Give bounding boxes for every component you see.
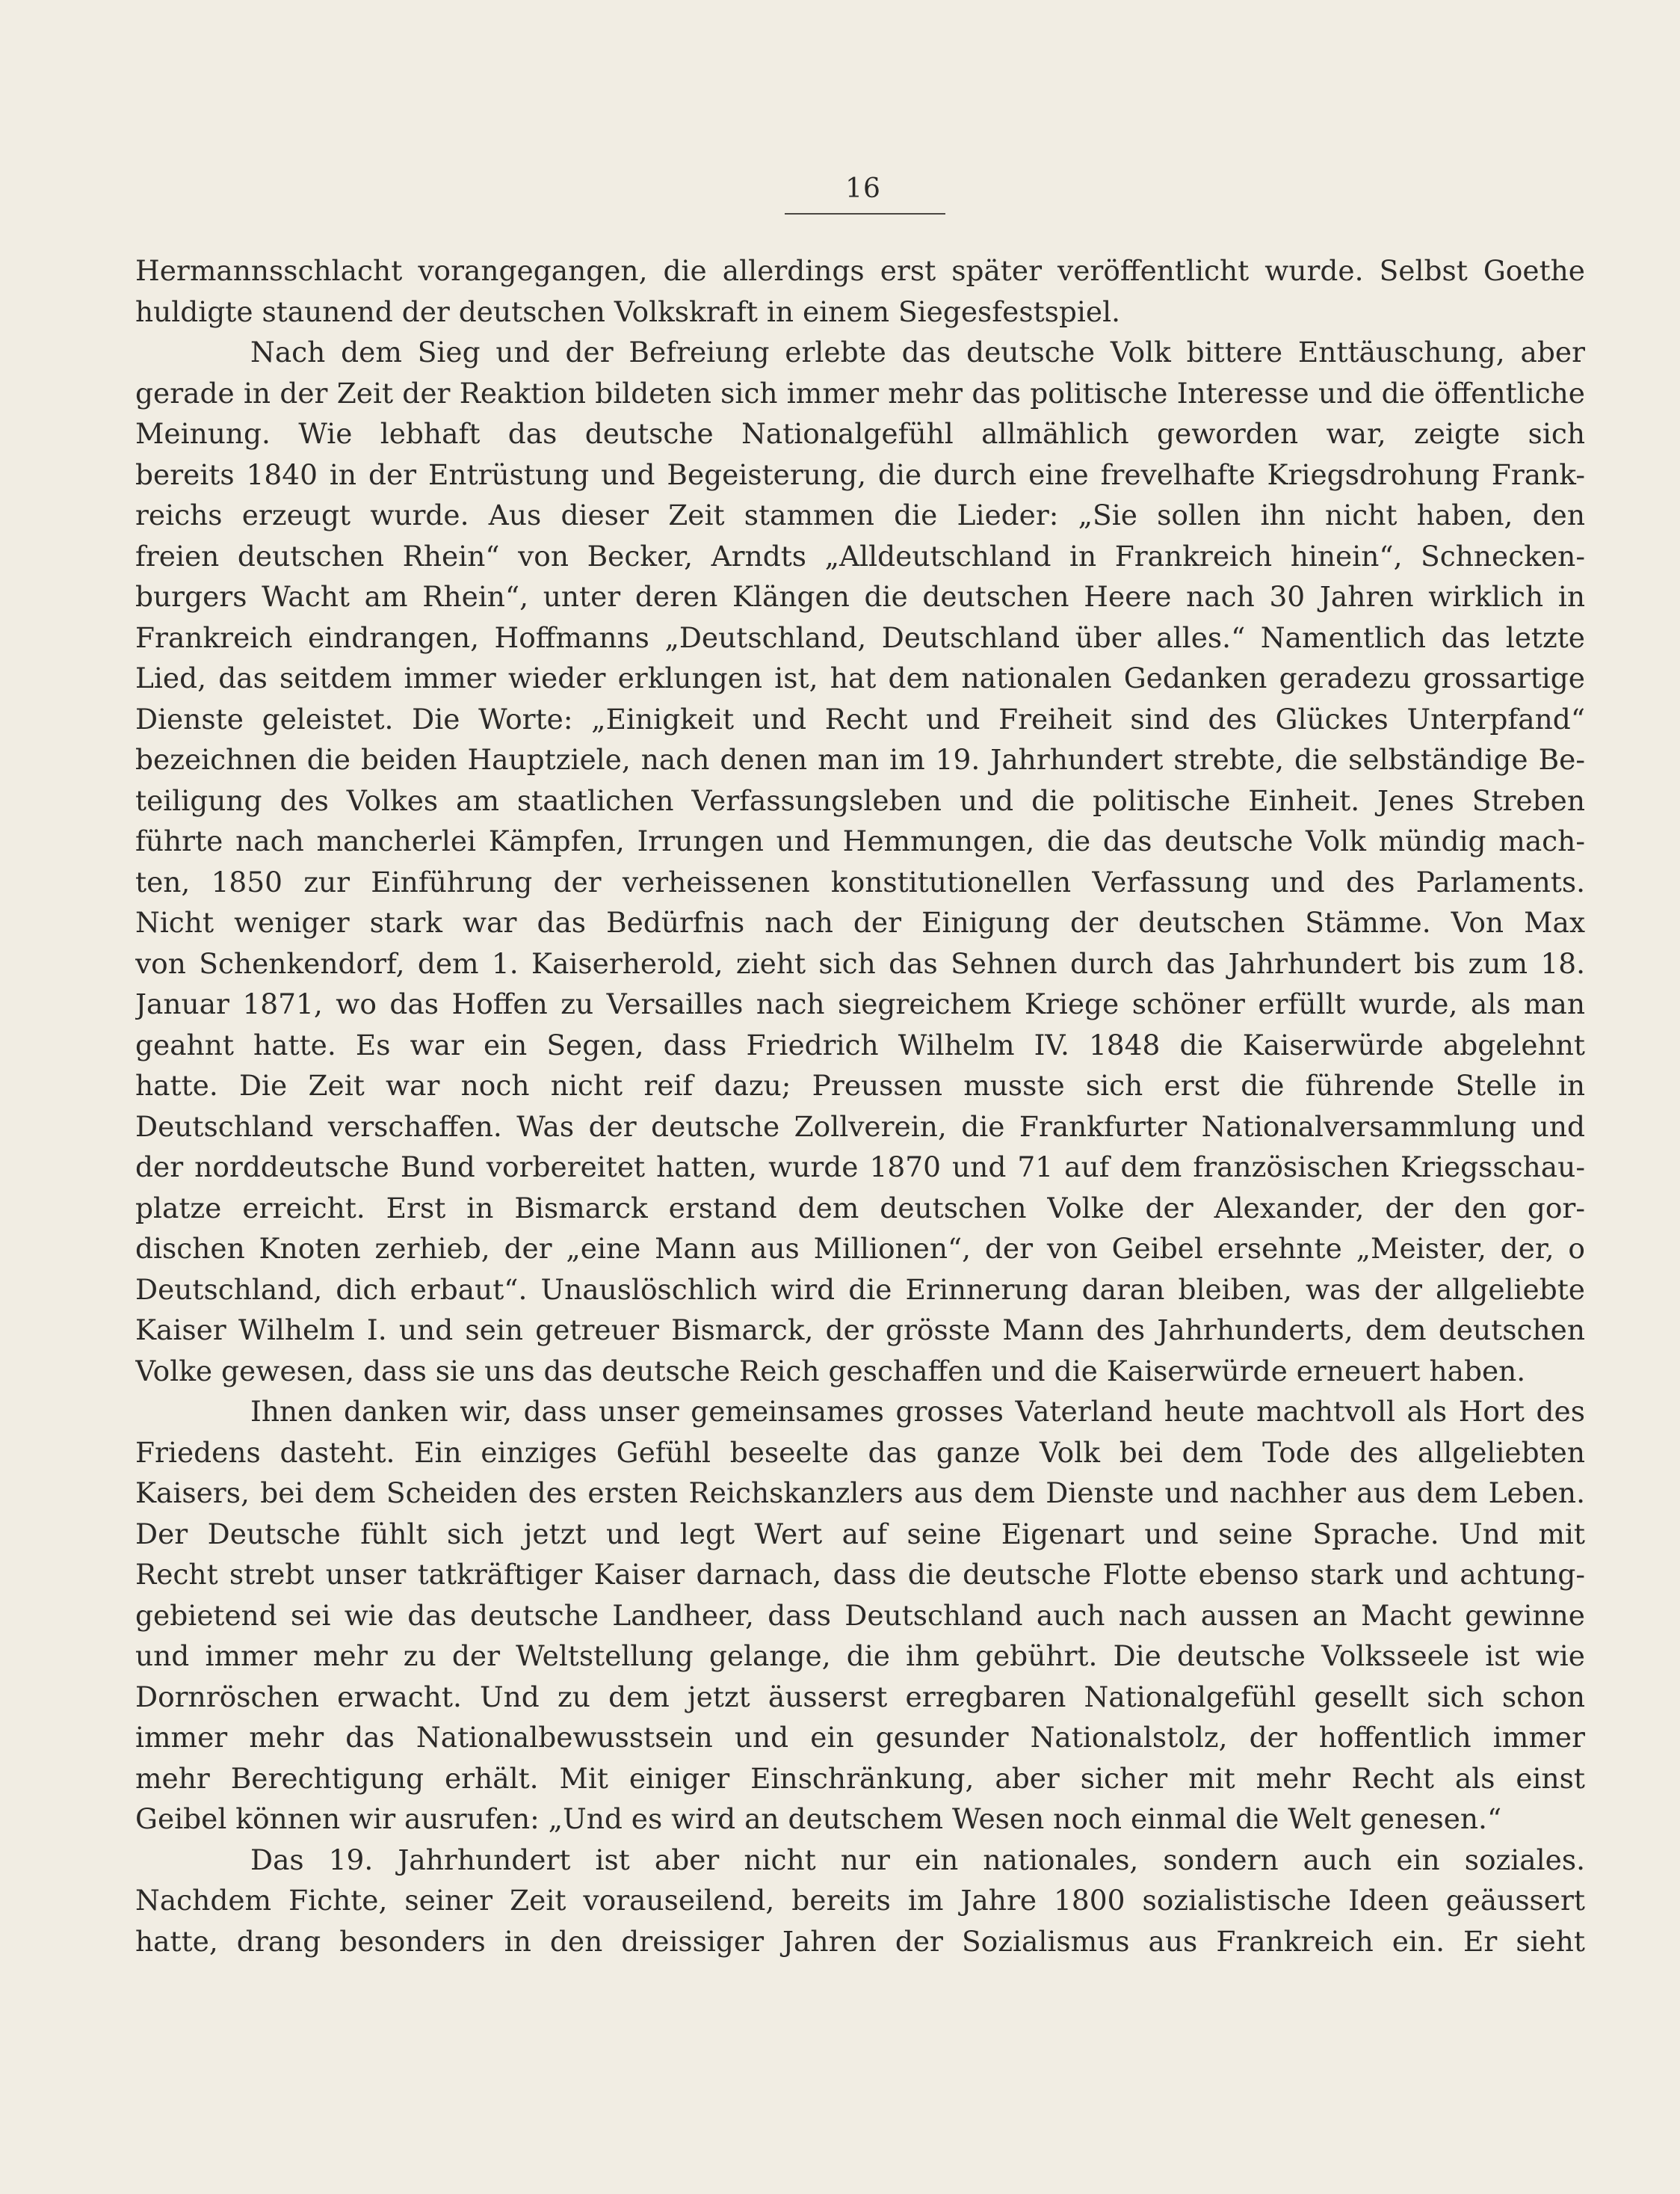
text-line: gerade in der Zeit der Reaktion bildeten sich immer mehr das politische Interesse und die öffentliche [135, 376, 1585, 410]
text-line: Der Deutsche fühlt sich jetzt und legt Wert auf seine Eigenart und seine Sprache. Und mit [135, 1517, 1585, 1550]
text-line: ten, 1850 zur Einführung der verheissenen konstitutionellen Verfassung und des Parlaments. [135, 865, 1585, 899]
text-line: Ihnen danken wir, dass unser gemeinsames grosses Vaterland heute machtvoll als Hort des [250, 1395, 1585, 1428]
text-line: geahnt hatte. Es war ein Segen, dass Friedrich Wilhelm IV. 1848 die Kaiserwürde abgelehnt [135, 1028, 1585, 1061]
text-line: reichs erzeugt wurde. Aus dieser Zeit stammen die Lieder: „Sie sollen ihn nicht haben, den [135, 499, 1585, 531]
text-line: Friedens dasteht. Ein einziges Gefühl beseelte das ganze Volk bei dem Tode des allgeliebten [135, 1435, 1585, 1469]
text-line: burgers Wacht am Rhein“, unter deren Klängen die deutschen Heere nach 30 Jahren wirklich in [135, 580, 1585, 613]
text-line: und immer mehr zu der Weltstellung gelange, die ihm gebührt. Die deutsche Volksseele ist wie [135, 1639, 1585, 1672]
text-line: hatte, drang besonders in den dreissiger Jahren der Sozialismus aus Frankreich ein. Er sieht [135, 1924, 1585, 1958]
text-line: platze erreicht. Erst in Bismarck erstand dem deutschen Volke der Alexander, der den gor- [135, 1191, 1585, 1224]
text-line: Deutschland, dich erbaut“. Unauslöschlich wird die Erinnerung daran bleiben, was der allgeliebte [135, 1272, 1585, 1306]
page-number: 16 [845, 173, 881, 204]
text-line: immer mehr das Nationalbewusstsein und ein gesunder Nationalstolz, der hoffentlich immer [135, 1721, 1585, 1754]
text-line: Hermannsschlacht vorangegangen, die allerdings erst später veröffentlicht wurde. Selbst Goethe [135, 254, 1585, 287]
header-rule [785, 213, 945, 215]
text-line: der norddeutsche Bund vorbereitet hatten, wurde 1870 und 71 auf dem französischen Kriegsschau- [135, 1150, 1585, 1183]
text-line: von Schenkendorf, dem 1. Kaiserherold, zieht sich das Sehnen durch das Jahrhundert bis zum 18. [135, 946, 1585, 980]
text-line: Nicht weniger stark war das Bedürfnis nach der Einigung der deutschen Stämme. Von Max [135, 906, 1585, 939]
text-line: mehr Berechtigung erhält. Mit einiger Einschränkung, aber sicher mit mehr Recht als einst [135, 1761, 1585, 1795]
text-line: Volke gewesen, dass sie uns das deutsche Reich geschaffen und die Kaiserwürde erneuert haben. [135, 1354, 1526, 1387]
text-line: teiligung des Volkes am staatlichen Verfassungsleben und die politische Einheit. Jenes Streben [135, 783, 1585, 817]
text-line: Das 19. Jahrhundert ist aber nicht nur ein nationales, sondern auch ein soziales. [250, 1843, 1585, 1876]
text-line: führte nach mancherlei Kämpfen, Irrungen und Hemmungen, die das deutsche Volk mündig mach- [135, 825, 1585, 857]
text-line: bezeichnen die beiden Hauptziele, nach denen man im 19. Jahrhundert strebte, die selbständige Be- [135, 743, 1585, 776]
text-line: Frankreich eindrangen, Hoffmanns „Deutschland, Deutschland über alles.“ Namentlich das letzte [135, 620, 1585, 654]
text-block [135, 250, 1585, 1962]
text-line: hatte. Die Zeit war noch nicht reif dazu; Preussen musste sich erst die führende Stelle in [135, 1069, 1585, 1102]
text-line: Recht strebt unser tatkräftiger Kaiser darnach, dass die deutsche Flotte ebenso stark und achtung- [135, 1558, 1585, 1591]
text-line: Geibel können wir ausrufen: „Und es wird an deutschem Wesen noch einmal die Welt genesen.“ [135, 1802, 1502, 1835]
text-line: Lied, das seitdem immer wieder erklungen ist, hat dem nationalen Gedanken geradezu grossartige [135, 662, 1585, 694]
text-line: Dornröschen erwacht. Und zu dem jetzt äusserst erregbaren Nationalgefühl gesellt sich schon [135, 1680, 1585, 1713]
text-line: Dienste geleistet. Die Worte: „Einigkeit und Recht und Freiheit sind des Glückes Unterpfand“ [135, 702, 1585, 736]
text-line: huldigte staunend der deutschen Volkskraft in einem Siegesfestspiel. [135, 295, 1121, 328]
text-line: Deutschland verschaffen. Was der deutsche Zollverein, die Frankfurter Nationalversammlung und [135, 1109, 1585, 1143]
text-line: Kaiser Wilhelm I. und sein getreuer Bismarck, der grösste Mann des Jahrhunderts, dem deutschen [135, 1313, 1585, 1346]
text-line: Nachdem Fichte, seiner Zeit vorauseilend, bereits im Jahre 1800 sozialistische Ideen geäussert [135, 1884, 1585, 1917]
text-line: Kaisers, bei dem Scheiden des ersten Reichskanzlers aus dem Dienste und nachher aus dem Leben. [135, 1476, 1585, 1509]
text-line: freien deutschen Rhein“ von Becker, Arndts „Alldeutschland in Frankreich hinein“, Schnecken- [135, 539, 1585, 573]
text-line: Meinung. Wie lebhaft das deutsche Nationalgefühl allmählich geworden war, zeigte sich [135, 417, 1585, 450]
text-line: Nach dem Sieg und der Befreiung erlebte das deutsche Volk bittere Enttäuschung, aber [250, 336, 1585, 369]
text-line: gebietend sei wie das deutsche Landheer, dass Deutschland auch nach aussen an Macht gewinne [135, 1598, 1585, 1632]
text-line: dischen Knoten zerhieb, der „eine Mann aus Millionen“, der von Geibel ersehnte „Meister, der, o [135, 1232, 1585, 1265]
text-line: Januar 1871, wo das Hoffen zu Versailles nach siegreichem Kriege schöner erfüllt wurde, als man [135, 987, 1585, 1020]
text-line: bereits 1840 in der Entrüstung und Begeisterung, die durch eine frevelhafte Kriegsdrohung Frank- [135, 457, 1585, 491]
